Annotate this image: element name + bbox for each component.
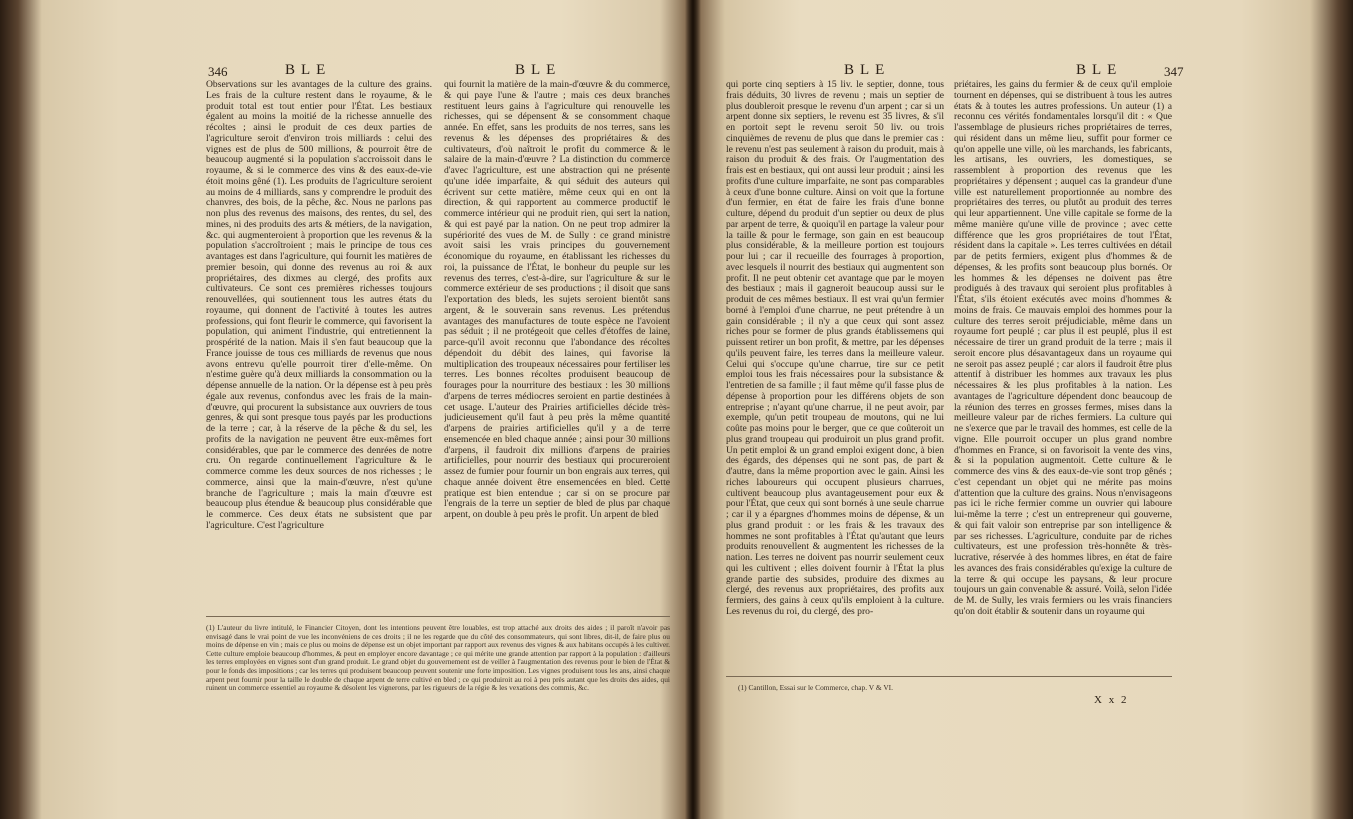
paragraph: qui fournit la matière de la main-d'œuvre & du commerce, & qui paye l'une & l'autre ; mais ces deux branches restituent leurs gains à l'agriculture qui renouvelle les richesses, qui se dépensent & se consomment chaque année. En effet, sans les produits de nos terres, sans les revenus & les dépenses des propriétaires & des cultivateurs, d'où naîtroit le profit du commerce & le salaire de la main-d'œuvre ? La distinction du commerce d'avec l'agriculture, est une abstraction qui ne présente qu'une idée imparfaite, & qui séduit des auteurs qui écrivent sur cette matière, même ceux qui en ont la direction, & qui rapportent au commerce productif le commerce intérieur qui ne produit rien, qui sert la nation, & qui est payé par la nation. On ne peut trop admirer la supériorité des vues de M. de Sully : ce grand ministre avoit saisi les vrais principes du gouvernement économique du royaume, en établissant les richesses du roi, la puissance de l'État, le bonheur du peuple sur les revenus des terres, c'est-à-dire, sur l'agriculture & sur le commerce extérieur de ses productions ; il disoit que sans l'exportation des bleds, les sujets seroient bientôt sans argent, & le souverain sans revenus. Les prétendus avantages des manufactures de toute espèce ne l'avoient pas séduit ; il ne protégeoit que celles d'étoffes de laine, parce-qu'il avoit reconnu que l'abondance des récoltes dépendoit du débit des laines, qui favorise la multiplication des troupeaux nécessaires pour fertiliser les terres. Les bonnes récoltes produisent beaucoup de fourages pour la nourriture des bestiaux : les 30 millions d'arpens de terres médiocres seroient en partie destinées à cet usage. L'auteur des Prairies artificielles décide très-judicieusement qu'il faut à peu près la même quantité d'arpens de prairies artificielles qu'il y a de terre ensemencée en bled chaque année ; ainsi pour 30 millions d'arpens, il faudroit dix millions d'arpens de prairies artificielles, pour nourrir des bestiaux qui procureroient assez de fumier pour fournir un bon engrais aux terres, qui chaque année doivent être ensemencées en bled. Cette pratique est bien entendue ; car si on se procure par l'engrais de la terre un septier de bled de plus par chaque arpent, on double à peu près le profit. Un arpent de bled (444, 80, 670, 520)
running-head: BLE (844, 62, 891, 78)
footnote-rule (206, 616, 670, 617)
signature-mark: X x 2 (1094, 694, 1129, 706)
running-head: BLE (1076, 62, 1123, 78)
footnote: (1) L'auteur du livre intitulé, le Financier Citoyen, dont les intentions peuvent être louables, est trop attaché aux droits des aides ; il paroît n'avoir pas envisagé dans le vrai point de vue les inconvéniens de ces droits ; il ne les regarde que du côté des consommateurs, qui sont libres, dit-il, de faire plus ou moins de dépense en vin ; mais ce plus ou moins de dépense est un objet important par rapport aux revenus des vignes & aux habitans occupés à les cultiver. Cette culture emploie beaucoup d'hommes, & peut en employer encore davantage ; ce qui mérite une grande attention par rapport à la population : d'ailleurs les terres employées en vignes sont d'un grand produit. Le grand objet du gouvernement est de veiller à l'augmentation des revenus pour le bien de l'État & pour le fonds des impositions ; car les terres qui produisent beaucoup peuvent soutenir une forte imposition. Les vignes produisent tous les ans, ainsi chaque arpent peut fournir pour la taille le double de chaque arpent de terre cultivé en bled ; ce qui produiroit au roi à peu près autant que les droits des aides, qui ruinent un commerce essentiel au royaume & désolent les vignerons, par les rigueurs de la régie & les vexations des commis, &c. (206, 624, 670, 693)
left-page (30, 0, 690, 819)
right-page (696, 0, 1336, 819)
text-column (954, 80, 1172, 665)
text-column (206, 80, 432, 604)
paragraph: priétaires, les gains du fermier & de ceux qu'il emploie tournent en dépenses, qui se distribuent à tous les autres états & à toutes les autres professions. Un auteur (1) a reconnu ces vérités fondamentales lorsqu'il dit : « Que l'assemblage de plusieurs riches propriétaires de terres, qui résident dans un même lieu, suffit pour former ce qu'on appelle une ville, où les marchands, les fabricants, les artisans, les ouvriers, les domestiques, se rassemblent à proportion des revenus que les propriétaires y dépensent ; auquel cas la grandeur d'une ville est naturellement proportionnée au nombre des propriétaires des terres, ou plutôt au produit des terres qui leur appartiennent. Une ville capitale se forme de la même manière qu'une ville de province ; avec cette différence que les gros propriétaires de tout l'État, résident dans la capitale ». Les terres cultivées en détail par de petits fermiers, exigent plus d'hommes & de dépenses, & les profits sont beaucoup plus bornés. Or les hommes & les dépenses ne doivent pas être prodigués à des travaux qui seroient plus profitables à l'État, s'ils étoient exécutés avec moins d'hommes & moins de frais. Ce mauvais emploi des hommes pour la culture des terres seroit préjudiciable, même dans un royaume fort peuplé ; car plus il est peuplé, plus il est nécessaire de tirer un grand produit de la terre ; mais il seroit encore plus désavantageux dans un royaume qui ne seroit pas assez peuplé ; car alors il faudroit être plus attentif à distribuer les hommes aux travaux les plus nécessaires & les plus profitables à la nation. Les avantages de l'agriculture dépendent donc beaucoup de la réunion des terres en grosses fermes, mises dans la meilleure valeur par de riches fermiers. La culture qui ne s'exerce que par le travail des hommes, est celle de la vigne. Elle pourroit occuper un plus grand nombre d'hommes en France, si on favorisoit la vente des vins, & si la population augmentoit. Cette culture & le commerce des vins & des eaux-de-vie sont trop gênés ; c'est cependant un objet qui ne mérite pas moins d'attention que la culture des grains. Nous n'envisageons pas ici le riche fermier comme un ouvrier qui laboure lui-même la terre ; c'est un entrepreneur qui gouverne, & qui fait valoir son entreprise par son intelligence & par ses richesses. L'agriculture, conduite par de riches cultivateurs, est une profession très-honnête & très-lucrative, réservée à des hommes libres, en état de faire les avances des frais considérables qu'exige la culture de la terre & qui occupe les paysans, & leur procure toujours un gain convenable & assuré. Voilà, selon l'idée de M. de Sully, les vrais fermiers ou les vrais financiers qu'on doit établir & soutenir dans un royaume qui (954, 80, 1172, 617)
text-column (444, 80, 670, 604)
paragraph: Observations sur les avantages de la culture des grains. Les frais de la culture restent dans le royaume, & le produit total est tout entier pour l'État. Les bestiaux égalent au moins la moitié de la richesse annuelle des récoltes ; ainsi le produit de ces deux parties de l'agriculture seroit d'environ trois milliards : celui des vignes est de plus de 500 millions, & pourroit être de beaucoup augmenté si la population s'accroissoit dans le royaume, & si le commerce des vins & des eaux-de-vie étoit moins gêné (1). Les produits de l'agriculture seroient au moins de 4 milliards, sans y comprendre le produit des chanvres, des bois, de la pêche, &c. Nous ne parlons pas non plus des revenus des maisons, des rentes, du sel, des mines, ni des produits des arts & métiers, de la navigation, &c. qui augmenteroient à proportion que les revenus & la population s'accroîtroient ; mais le principe de tous ces avantages est dans l'agriculture, qui fournit les matières de premier besoin, qui donne des revenus au roi & aux propriétaires, des dixmes au clergé, des profits aux cultivateurs. Ce sont ces premières richesses toujours renouvellées, qui soutiennent tous les autres états du royaume, qui donnent de l'activité à toutes les autres professions, qui font fleurir le commerce, qui favorisent la population, qui animent l'industrie, qui entretiennent la prospérité de la nation. Mais il s'en faut beaucoup que la France jouisse de tous ces milliards de revenus que nous avons entrevu qu'elle pourroit tirer d'elle-même. On n'estime guère qu'à deux milliards la consommation ou la dépense annuelle de la nation. Or la dépense est à peu près égale aux revenus, confondus avec les frais de la main-d'œuvre, qui procurent la subsistance aux ouvriers de tous genres, & qui sont presque tous payés par les productions de la terre ; car, à la réserve de la pêche & du sel, les profits de la navigation ne peuvent être eux-mêmes fort considérables, que par le commerce des denrées de notre cru. On regarde continuellement l'agriculture & le commerce comme les deux sources de nos richesses ; le commerce, ainsi que la main-d'œuvre, n'est qu'une branche de l'agriculture ; mais la main d'œuvre est beaucoup plus étendue & beaucoup plus considérable que le commerce. Ces deux états ne subsistent que par l'agriculture. C'est l'agriculture (206, 80, 432, 531)
footnote-rule (726, 676, 1172, 677)
book-gutter (685, 0, 701, 819)
page-number: 346 (208, 64, 228, 79)
running-head: BLE (285, 62, 332, 78)
page-number: 347 (1164, 64, 1184, 79)
footnote: (1) Cantillon, Essai sur le Commerce, chap. V & VI. (738, 684, 893, 692)
text-column (726, 80, 944, 665)
paragraph: qui porte cinq septiers à 15 liv. le septier, donne, tous frais déduits, 30 livres de revenu ; mais un septier de plus doubleroit presque le revenu d'un arpent ; car si un arpent donne six septiers, le revenu est 35 livres, & s'il en portoit sept le revenu seroit 50 liv. ou trois cinquièmes de revenu de plus que dans le premier cas : le revenu n'est pas seulement à raison du produit, mais à raison du produit & des frais. Or l'augmentation des frais est en bestiaux, qui ont aussi leur produit ; ainsi les profits d'une culture imparfaite, ne sont pas comparables à ceux d'une bonne culture. Ainsi on voit que la fortune d'un fermier, en état de faire les frais d'une bonne culture, dépend du produit d'un septier ou deux de plus par arpent de terre, & quoiqu'il en partage la valeur pour la taille & pour le fermage, son gain en est beaucoup plus considérable, & la meilleure portion est toujours pour lui ; car il recueille des fourrages à proportion, avec lesquels il nourrit des bestiaux qui augmentent son profit. Il ne peut obtenir cet avantage que par le moyen des bestiaux ; mais il gagneroit beaucoup aussi sur le produit de ces mêmes bestiaux. Il est vrai qu'un fermier borné à l'emploi d'une charrue, ne peut prétendre à un gain considérable ; il n'y a que ceux qui sont assez riches pour se former de plus grands établissemens qui puissent retirer un bon profit, & mettre, par les dépenses qu'ils peuvent faire, les terres dans la meilleure valeur. Celui qui s'occupe qu'une charrue, tire sur ce petit emploi tous les frais nécessaires pour la subsistance & l'entretien de sa famille ; il faut même qu'il fasse plus de dépense à proportion pour les différens objets de son entreprise ; n'ayant qu'une charrue, il ne peut avoir, par exemple, qu'un petit troupeau de moutons, qui ne lui coûte pas moins pour le berger, que ce que coûteroit un plus grand troupeau qui produiroit un plus grand profit. Un petit emploi & un grand emploi exigent donc, à bien des égards, des dépenses qui ne sont pas, de part & d'autre, dans la même proportion avec le gain. Ainsi les riches laboureurs qui occupent plusieurs charrues, cultivent beaucoup plus avantageusement pour eux & pour l'État, que ceux qui sont bornés à une seule charrue ; car il y a épargnes d'hommes moins de dépense, & un plus grand produit : or les frais & les travaux des hommes ne sont profitables à l'État qu'autant que leurs produits renouvellent & augmentent les richesses de la nation. Les terres ne doivent pas nourrir seulement ceux qui les cultivent ; elles doivent fournir à l'État la plus grande partie des subsides, produire des dixmes au clergé, des revenus aux propriétaires, des profits aux fermiers, des gains à ceux qu'ils emploient à la culture. Les revenus du roi, du clergé, des pro- (726, 80, 944, 617)
running-head: BLE (515, 62, 562, 78)
